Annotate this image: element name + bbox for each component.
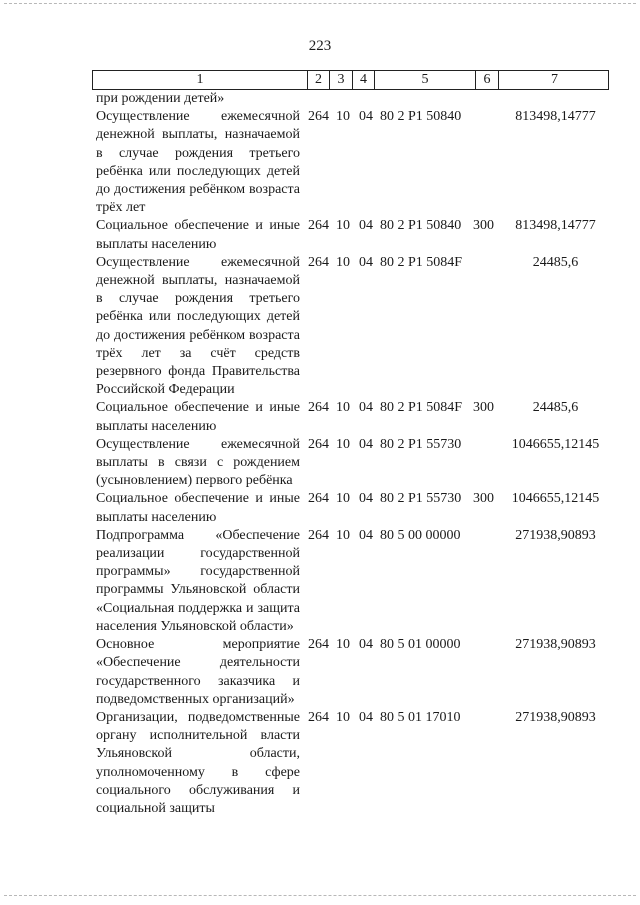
row-code-6 <box>471 527 503 636</box>
row-code-3: 10 <box>336 109 350 125</box>
row-code-6 <box>471 254 503 400</box>
row-amount: 271938,90893 <box>515 709 596 725</box>
row-amount: 1046655,12145 <box>511 436 600 452</box>
row-code-4: 04 <box>359 491 373 507</box>
row-code-6: 300 <box>473 218 494 234</box>
row-code-6 <box>471 436 503 491</box>
row-code-3: 10 <box>336 400 350 416</box>
row-name: Осуществление ежемесячной денежной выплаты, назначаемой в случае рождения третьего ребёнка или последующих детей до достижения ребёнком возраста трёх лет <box>96 109 300 216</box>
row-code-6 <box>471 90 503 108</box>
column-header-1: 1 <box>93 71 308 89</box>
row-code-4: 04 <box>359 637 373 653</box>
budget-table-body <box>96 90 608 818</box>
row-code-5: 80 2 P1 50840 <box>380 109 462 125</box>
row-amount <box>503 90 608 108</box>
table-row <box>96 399 608 435</box>
table-column-header <box>92 70 609 90</box>
row-code-3: 10 <box>336 218 350 234</box>
row-code-6: 300 <box>473 400 494 416</box>
row-name: Социальное обеспечение и иные выплаты населению <box>96 218 300 252</box>
row-code-2: 264 <box>308 491 329 507</box>
row-name: Подпрограмма «Обеспечение реализации государственной программы» государственной программы Ульяновской области «Социальная поддержка и защита населения Ульяновской области» <box>96 527 300 634</box>
row-name: Осуществление ежемесячной выплаты в связи с рождением (усыновлением) первого ребёнка <box>96 436 300 489</box>
row-code-4: 04 <box>359 218 373 234</box>
column-header-3: 3 <box>330 71 353 89</box>
row-amount: 24485,6 <box>532 400 579 416</box>
column-header-2: 2 <box>308 71 330 89</box>
row-amount: 271938,90893 <box>515 637 596 653</box>
row-code-5: 80 5 01 17010 <box>380 709 461 725</box>
column-header-6: 6 <box>476 71 499 89</box>
row-amount: 813498,14777 <box>515 109 596 125</box>
row-code-2: 264 <box>308 218 329 234</box>
row-code-3: 10 <box>336 491 350 507</box>
row-amount: 271938,90893 <box>515 527 596 543</box>
row-code-2: 264 <box>308 109 329 125</box>
table-row <box>96 527 608 636</box>
row-code-4 <box>355 90 377 108</box>
row-code-3: 10 <box>336 637 350 653</box>
table-row <box>96 217 608 253</box>
row-code-5: 80 5 01 00000 <box>380 637 461 653</box>
row-code-5 <box>377 90 471 108</box>
row-name: Основное мероприятие «Обеспечение деятельности государственного заказчика и подведомственных организаций» <box>96 637 300 707</box>
row-code-2: 264 <box>308 709 329 725</box>
table-row <box>96 254 608 400</box>
row-code-5: 80 2 P1 5084F <box>380 254 463 270</box>
table-row <box>96 709 608 818</box>
row-code-4: 04 <box>359 436 373 452</box>
row-code-3: 10 <box>336 254 350 270</box>
table-row <box>96 436 608 491</box>
row-code-3 <box>332 90 355 108</box>
row-code-4: 04 <box>359 400 373 416</box>
row-name: при рождении детей» <box>96 91 225 106</box>
scan-edge-bottom <box>4 895 636 896</box>
row-name: Социальное обеспечение и иные выплаты населению <box>96 400 300 434</box>
table-row <box>96 636 608 709</box>
row-code-6 <box>471 636 503 709</box>
row-code-3: 10 <box>336 527 350 543</box>
column-header-5: 5 <box>375 71 476 89</box>
row-code-6: 300 <box>473 491 494 507</box>
table-row <box>96 90 608 108</box>
row-code-5: 80 2 P1 55730 <box>380 491 462 507</box>
row-code-2: 264 <box>308 400 329 416</box>
row-code-4: 04 <box>359 254 373 270</box>
row-name: Организации, подведомственные органу исполнительной власти Ульяновской области, уполномоченному в сфере социального обслуживания и социальной защиты <box>96 709 300 816</box>
row-code-4: 04 <box>359 709 373 725</box>
table-row <box>96 108 608 217</box>
row-code-2: 264 <box>308 527 329 543</box>
page-number: 223 <box>308 38 332 54</box>
row-amount: 24485,6 <box>532 254 579 270</box>
row-code-6 <box>471 108 503 217</box>
row-name: Осуществление ежемесячной денежной выплаты, назначаемой в случае рождения третьего ребёнка или последующих детей до достижения ребёнком возраста трёх лет за счёт средств резервного фонда Правительства Российской Федерации <box>96 254 300 398</box>
row-code-5: 80 2 P1 55730 <box>380 436 462 452</box>
row-code-2 <box>304 90 332 108</box>
column-header-7: 7 <box>551 72 558 87</box>
row-amount: 813498,14777 <box>515 218 596 234</box>
row-amount: 1046655,12145 <box>511 491 600 507</box>
row-name: Социальное обеспечение и иные выплаты населению <box>96 491 300 525</box>
row-code-2: 264 <box>308 637 329 653</box>
row-code-3: 10 <box>336 709 350 725</box>
row-code-2: 264 <box>308 254 329 270</box>
row-code-3: 10 <box>336 436 350 452</box>
row-code-2: 264 <box>308 436 329 452</box>
scan-edge-top <box>4 3 636 4</box>
row-code-5: 80 5 00 00000 <box>380 527 461 543</box>
row-code-4: 04 <box>359 527 373 543</box>
row-code-5: 80 2 P1 5084F <box>380 400 463 416</box>
column-header-4: 4 <box>353 71 375 89</box>
row-code-4: 04 <box>359 109 373 125</box>
table-row <box>96 490 608 526</box>
row-code-6 <box>471 709 503 818</box>
row-code-5: 80 2 P1 50840 <box>380 218 462 234</box>
